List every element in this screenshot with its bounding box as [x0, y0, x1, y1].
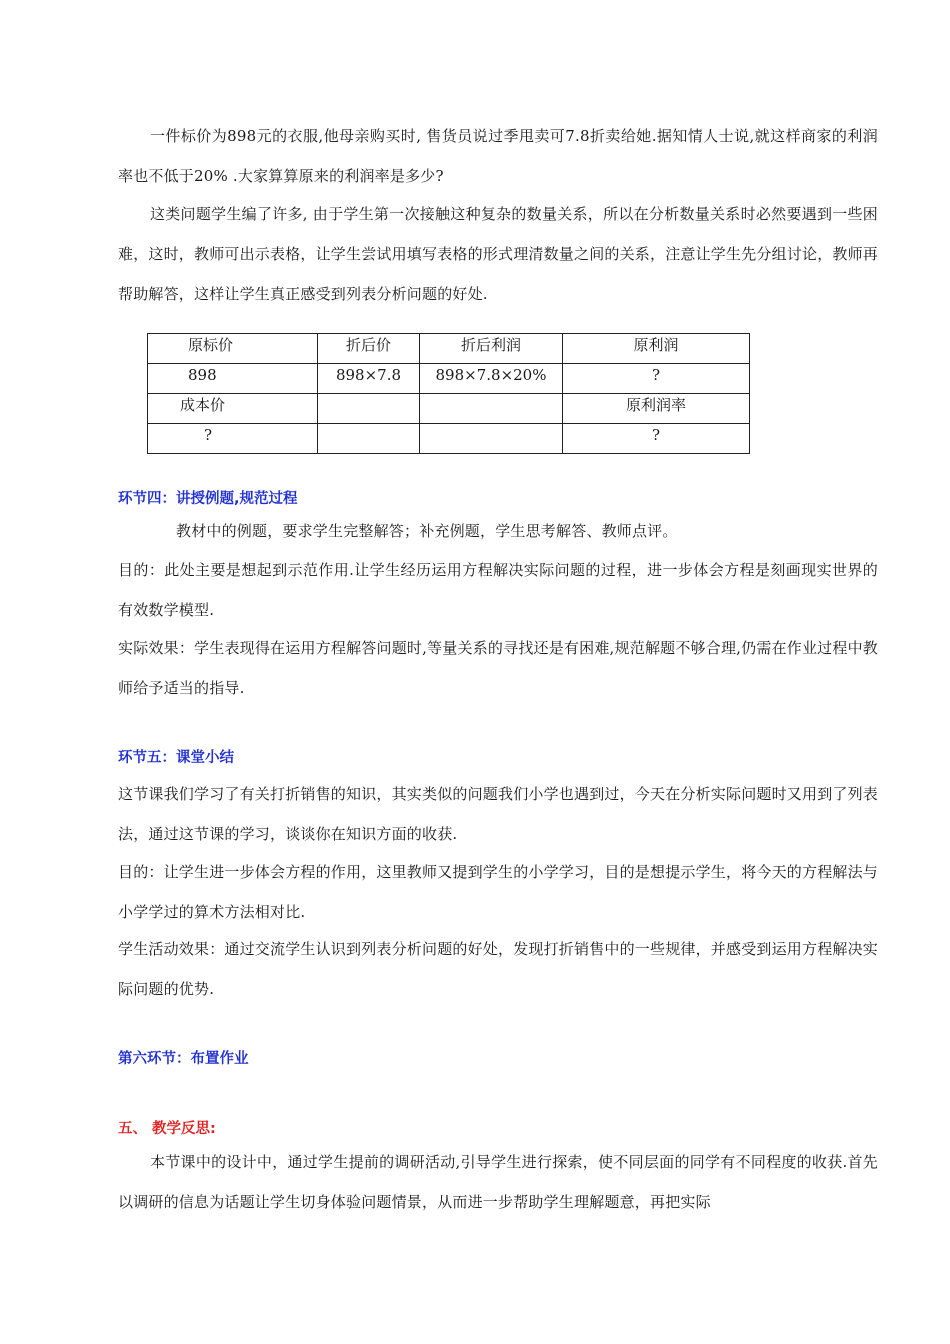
table-cell: 成本价 — [148, 394, 318, 424]
table-cell — [420, 424, 563, 454]
section-4-heading: 环节四：讲授例题,规范过程 — [118, 491, 298, 507]
table-cell: 原利润 — [563, 334, 750, 364]
table-cell: ? — [563, 364, 750, 394]
section-4-paragraph: 教材中的例题，要求学生完整解答；补充例题，学生思考解答、教师点评。 — [176, 522, 678, 540]
table-cell — [318, 394, 420, 424]
section-4-purpose: 目的：此处主要是想起到示范作用.让学生经历运用方程解决实际问题的过程，进一步体会方程是刻画现实世界的有效数学模型. — [118, 561, 878, 619]
table-cell: 898×7.8 — [318, 364, 420, 394]
intro-paragraph-1: 一件标价为898元的衣服,他母亲购买时, 售货员说过季甩卖可7.8折卖给她.据知情人士说,就这样商家的利润率也不低于20% .大家算算原来的利润率是多少? — [118, 127, 878, 185]
table-cell — [318, 424, 420, 454]
table-cell — [420, 394, 563, 424]
section-5-heading: 环节五：课堂小结 — [118, 750, 234, 766]
table-row — [148, 364, 750, 394]
table-cell: ? — [563, 424, 750, 454]
table-cell: 原标价 — [148, 334, 318, 364]
table-cell: 折后利润 — [420, 334, 563, 364]
table-row — [148, 424, 750, 454]
section-5-paragraph: 这节课我们学习了有关打折销售的知识，其实类似的问题我们小学也遇到过，今天在分析实际问题时又用到了列表法，通过这节课的学习，谈谈你在知识方面的收获. — [118, 785, 879, 843]
table-row — [148, 334, 750, 364]
table-cell: ? — [148, 424, 318, 454]
section-4-effect: 实际效果：学生表现得在运用方程解答问题时,等量关系的寻找还是有困难,规范解题不够合理,仍需在作业过程中教师给予适当的指导. — [118, 639, 878, 697]
table-cell: 原利润率 — [563, 394, 750, 424]
section-6-heading: 第六环节：布置作业 — [118, 1051, 249, 1067]
table-cell: 折后价 — [318, 334, 420, 364]
analysis-table — [147, 333, 750, 454]
intro-paragraph-2: 这类问题学生编了许多, 由于学生第一次接触这种复杂的数量关系，所以在分析数量关系时必然要遇到一些困难，这时，教师可出示表格，让学生尝试用填写表格的形式理清数量之间的关系，注意让学生先分组讨论，教师再帮助解答，这样让学生真正感受到列表分析问题的好处. — [118, 205, 879, 303]
table-cell: 898×7.8×20% — [420, 364, 563, 394]
section-5-activity: 学生活动效果：通过交流学生认识到列表分析问题的好处，发现打折销售中的一些规律，并感受到运用方程解决实际问题的优势. — [118, 940, 879, 998]
reflection-heading: 五、 教学反思: — [118, 1121, 216, 1137]
table-cell: 898 — [148, 364, 318, 394]
table-row — [148, 394, 750, 424]
reflection-paragraph: 本节课中的设计中，通过学生提前的调研活动,引导学生进行探索，使不同层面的同学有不同程度的收获.首先以调研的信息为话题让学生切身体验问题情景，从而进一步帮助学生理解题意，再把实际 — [118, 1153, 878, 1211]
section-5-purpose: 目的：让学生进一步体会方程的作用，这里教师又提到学生的小学学习，目的是想提示学生，将今天的方程解法与小学学过的算术方法相对比. — [118, 863, 879, 921]
